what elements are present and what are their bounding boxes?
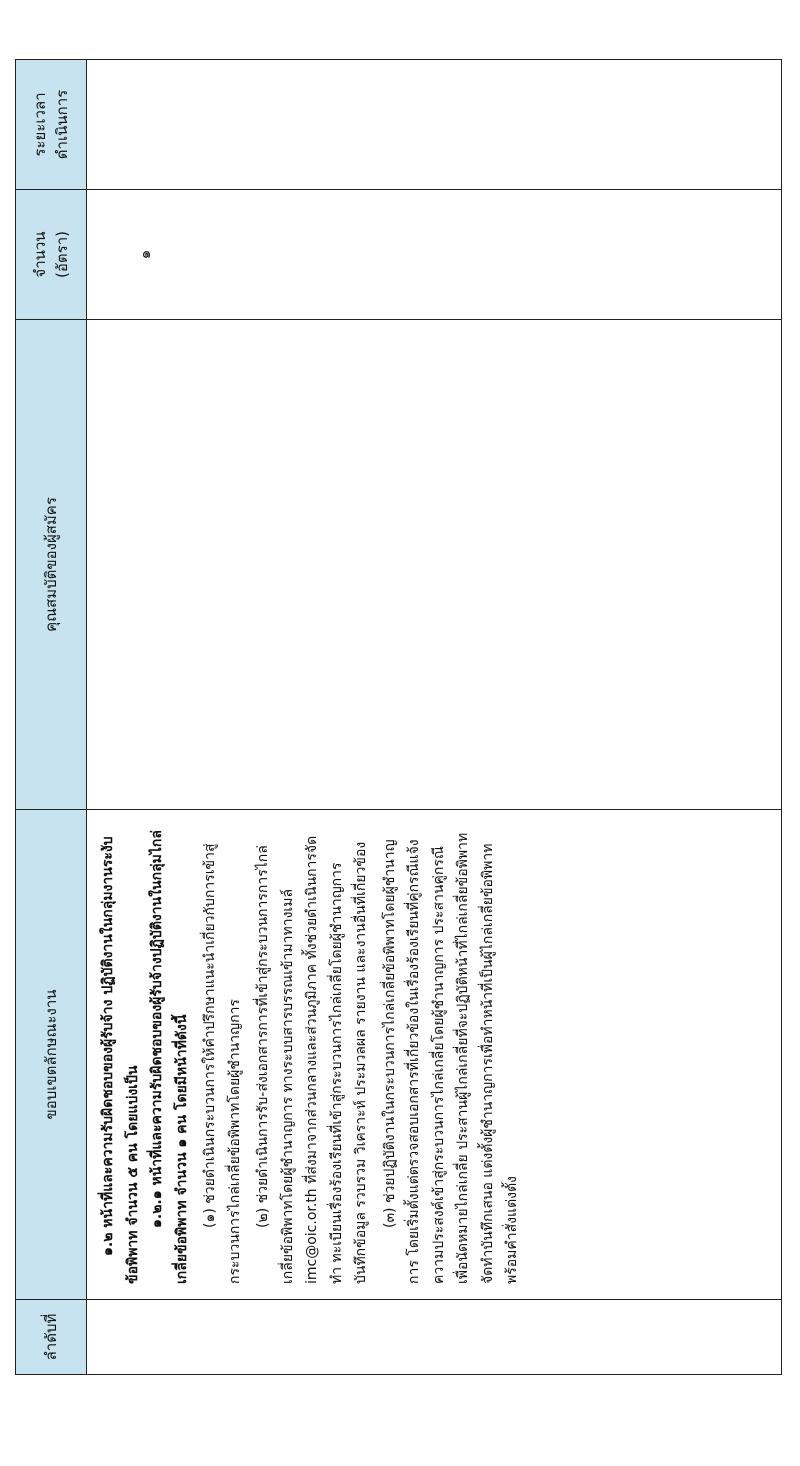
cell-qualification	[87, 320, 782, 810]
table-header-row	[16, 60, 87, 1375]
header-quantity	[16, 190, 87, 320]
header-quantity-line1: จำนวน	[30, 231, 49, 278]
table-row	[87, 60, 782, 1375]
header-period-line1: ระยะเวลา	[30, 92, 49, 157]
scope-item-1: (๑) ช่วยดำเนินกระบวนการให้คำปรึกษาแนะนำเกี่ยวกับการเข้าสู่กระบวนการไกล่เกลี่ยข้อพิพาทโดยผู้ชำนาญการ	[202, 843, 243, 1284]
cell-scope	[87, 810, 782, 1300]
cell-quantity: ๑	[87, 190, 782, 320]
header-period	[16, 60, 87, 190]
header-period-line2: ดำเนินการ	[53, 89, 71, 160]
scope-heading-1-2-1: ๑.๒.๑ หน้าที่และความรับผิดชอบของผู้รับจ้างปฏิบัติงานในกลุ่มไกล่เกลี่ยข้อพิพาท จำนวน ๑ คน โดยมีหน้าที่ดังนี้	[149, 830, 190, 1284]
scope-text	[88, 811, 525, 1298]
scope-heading-1-2: ๑.๒ หน้าที่และความรับผิดชอบของผู้รับจ้าง ปฏิบัติงานในกลุ่มงานระงับข้อพิพาท จำนวน ๕ คน โดยแบ่งเป็น	[100, 836, 141, 1284]
header-no: ลำดับที่	[16, 1300, 87, 1375]
scope-item-3: (๓) ช่วยปฏิบัติงานในกระบวนการไกล่เกลี่ยข้อพิพาทโดยผู้ชำนาญการ โดยเริ่มตั้งแต่ตรวจสอบเอกสารที่เกี่ยวข้องในเรื่องร้องเรียนที่คู่กรณีแจ้งความประสงค์เข้าสู่กระบวนการไกล่เกลี่ยโดยผู้ชำนาญการ ประสานคู่กรณีเพื่อนัดหมายไกล่เกลี่ย ประสานผู้ไกล่เกลี่ยที่จะปฏิบัติหน้าที่ไกล่เกลี่ยข้อพิพาท จัดทำบันทึกเสนอ แต่งตั้งผู้ชำนาญการเพื่อทำหน้าที่เป็นผู้ไกล่เกลี่ยข้อพิพาทพร้อมคำสั่งแต่งตั้ง	[381, 832, 520, 1284]
job-spec-table	[15, 59, 782, 1375]
cell-period	[87, 60, 782, 190]
cell-no	[87, 1300, 782, 1375]
rotated-table-wrapper	[15, 60, 782, 1375]
header-qualification: คุณสมบัติของผู้สมัคร	[16, 320, 87, 810]
header-quantity-line2: (อัตรา)	[53, 231, 71, 278]
scope-item-2: (๒) ช่วยดำเนินการรับ-ส่งเอกสารการที่เข้าสู่กระบวนการการไกล่เกลี่ยข้อพิพาทโดยผู้ชำนาญการ ทางระบบสารบรรณเข้ามาทางเมล์ imc@oic.or.th ที่ส่งมาจากส่วนกลางและส่วนภูมิภาค ทั้งช่วยดำเนินการจัดทำ ทะเบียนเรื่องร้องเรียนที่เข้าสู่กระบวนการไกล่เกลี่ยโดยผู้ชำนาญการ บันทึกข้อมูล รวบรวม วิเคราะห์ ประมวลผล รายงาน และงานอื่นที่เกี่ยวข้อง	[255, 835, 369, 1284]
header-scope: ขอบเขตลักษณะงาน	[16, 810, 87, 1300]
